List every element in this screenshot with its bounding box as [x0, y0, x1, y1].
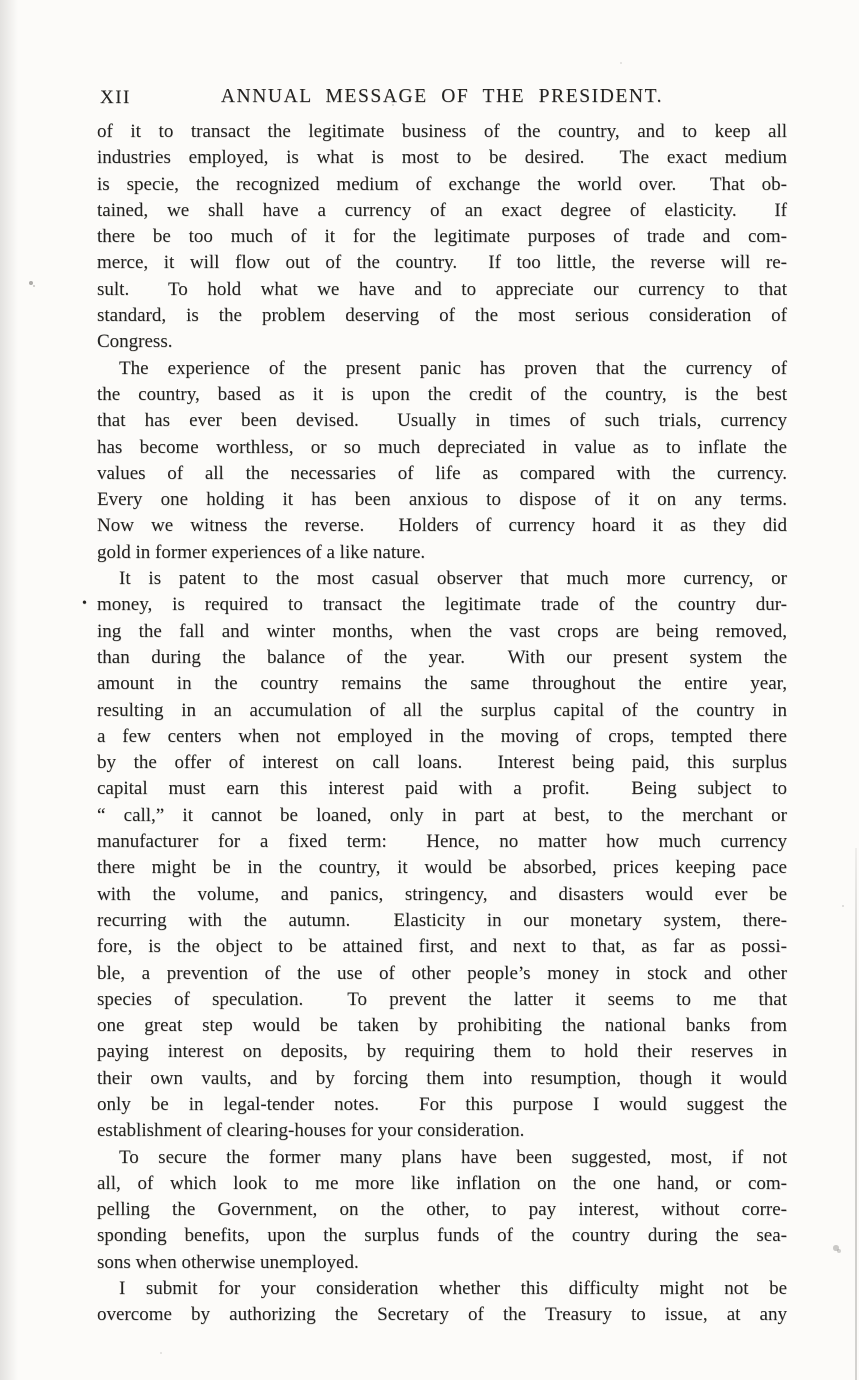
text-line: “ call,” it cannot be loaned, only in part at best, to the merchant or [97, 804, 787, 826]
running-title: ANNUAL MESSAGE OF THE PRESIDENT. [220, 86, 664, 107]
scan-right-edge-line [855, 848, 857, 1380]
text-line: species of speculation. To prevent the latter it seems to me that [97, 988, 787, 1010]
text-line: there be too much of it for the legitimate purposes of trade and com- [97, 226, 787, 248]
scan-noise-specks [0, 0, 2, 2]
text-line: only be in legal-tender notes. For this purpose I would suggest the [97, 1093, 787, 1115]
scan-left-edge-shading [0, 0, 18, 1380]
text-line: ing the fall and winter months, when the vast crops are being removed, [97, 620, 787, 642]
text-line: It is patent to the most casual observer that much more currency, or [119, 568, 787, 590]
text-line: recurring with the autumn. Elasticity in our monetary system, there- [97, 909, 787, 931]
text-line: a few centers when not employed in the moving of crops, tempted there [97, 725, 787, 747]
text-line: is specie, the recognized medium of exchange the world over. That ob- [97, 173, 787, 195]
text-line: there might be in the country, it would be absorbed, prices keeping pace [97, 857, 787, 879]
text-line: amount in the country remains the same throughout the entire year, [97, 673, 787, 695]
text-line: pelling the Government, on the other, to pay interest, without corre- [97, 1199, 787, 1221]
text-line: paying interest on deposits, by requiring them to hold their reserves in [97, 1041, 787, 1063]
text-line: that has ever been devised. Usually in times of such trials, currency [97, 410, 787, 432]
text-line: resulting in an accumulation of all the surplus capital of the country in [97, 699, 787, 721]
text-line: sponding benefits, upon the surplus funds of the country during the sea- [97, 1225, 787, 1247]
text-line: fore, is the object to be attained first, and next to that, as far as possi- [97, 936, 787, 958]
text-line: I submit for your consideration whether this difficulty might not be [119, 1278, 787, 1300]
page-number: XII [100, 87, 131, 108]
text-line: than during the balance of the year. With our present system the [97, 646, 787, 668]
text-line: of it to transact the legitimate business of the country, and to keep all [97, 121, 787, 142]
paragraph [97, 119, 787, 356]
text-line: the country, based as it is upon the credit of the country, is the best [97, 383, 787, 405]
text-line: Now we witness the reverse. Holders of currency hoard it as they did [97, 515, 787, 537]
text-line: Every one holding it has been anxious to dispose of it on any terms. [97, 489, 787, 511]
page-header [97, 86, 787, 112]
text-line: merce, it will flow out of the country. If too little, the reverse will re- [97, 252, 787, 274]
text-line: tained, we shall have a currency of an exact degree of elasticity. If [97, 199, 787, 221]
text-line: manufacturer for a fixed term: Hence, no matter how much currency [97, 831, 787, 853]
page-text [82, 119, 787, 1329]
text-line: by the offer of interest on call loans. Interest being paid, this surplus [97, 752, 787, 774]
text-line: sons when otherwise unemployed. [97, 1251, 359, 1273]
text-line: Congress. [97, 331, 173, 353]
text-line: money, is required to transact the legitimate trade of the country dur- • [82, 594, 787, 616]
margin-annotation-bullet-icon: • [82, 596, 87, 612]
text-line: overcome by authorizing the Secretary of the Treasury to issue, at any [97, 1304, 787, 1326]
text-line: with the volume, and panics, stringency, and disasters would ever be [97, 883, 787, 905]
text-line: sult. To hold what we have and to appreciate our currency to that [97, 278, 787, 300]
text-line: values of all the necessaries of life as compared with the currency. [97, 462, 787, 484]
text-line: industries employed, is what is most to be desired. The exact medium [97, 147, 787, 169]
text-line: standard, is the problem deserving of the most serious consideration of [97, 305, 787, 327]
text-line: has become worthless, or so much depreciated in value as to inflate the [97, 436, 787, 458]
paragraph [82, 566, 787, 1145]
text-line: all, of which look to me more like inflation on the one hand, or com- [97, 1172, 787, 1194]
text-line: capital must earn this interest paid with a profit. Being subject to [97, 778, 787, 800]
paragraph [97, 1276, 787, 1329]
text-line: To secure the former many plans have been suggested, most, if not [119, 1146, 787, 1168]
paragraph [97, 1145, 787, 1276]
text-line: one great step would be taken by prohibiting the national banks from [97, 1015, 787, 1037]
text-line: ble, a prevention of the use of other people’s money in stock and other [97, 962, 787, 984]
paragraph [97, 356, 787, 566]
text-line: gold in former experiences of a like nature. [97, 541, 426, 563]
text-line: establishment of clearing-houses for your consideration. [97, 1120, 525, 1142]
text-line: The experience of the present panic has proven that the currency of [119, 357, 787, 379]
text-line: their own vaults, and by forcing them into resumption, though it would [97, 1067, 787, 1089]
